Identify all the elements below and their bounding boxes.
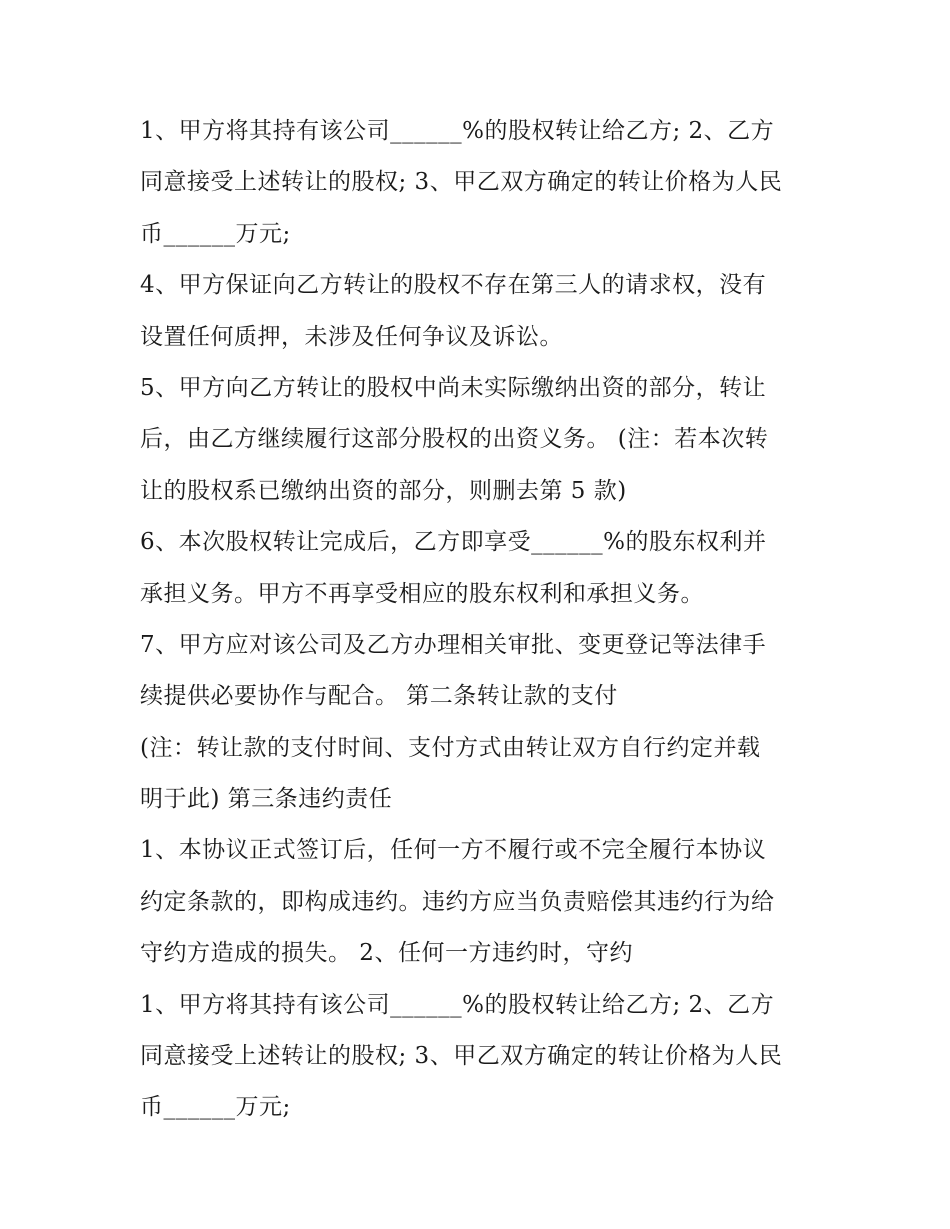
text-line: 7、甲方应对该公司及乙方办理相关审批、变更登记等法律手 [140, 631, 767, 658]
text-line: 后，由乙方继续履行这部分股权的出资义务。 (注：若本次转 [140, 426, 769, 453]
text-line: 4、甲方保证向乙方转让的股权不存在第三人的请求权，没有 [140, 272, 767, 299]
text-line: 守约方造成的损失。 2、任何一方违约时，守约 [140, 940, 633, 967]
text-line: 1、甲方将其持有该公司______%的股权转让给乙方; 2、乙方 [140, 118, 775, 144]
text-line: 5、甲方向乙方转让的股权中尚未实际缴纳出资的部分，转让 [140, 374, 767, 401]
document-body [140, 106, 820, 1134]
text-line: 6、本次股权转让完成后，乙方即享受______%的股东权利并 [140, 529, 767, 556]
text-line: 约定条款的，即构成违约。违约方应当负责赔偿其违约行为给 [140, 888, 775, 915]
text-line: 承担义务。甲方不再享受相应的股东权利和承担义务。 [140, 580, 704, 607]
text-line: 设置任何质押，未涉及任何争议及诉讼。 [140, 323, 563, 350]
text-line: 同意接受上述转让的股权; 3、甲乙双方确定的转让价格为人民 [140, 169, 783, 196]
text-line: 让的股权系已缴纳出资的部分，则删去第 5 款) [140, 477, 627, 504]
text-line: 1、本协议正式签订后，任何一方不履行或不完全履行本协议 [140, 837, 767, 864]
text-line: 同意接受上述转让的股权; 3、甲乙双方确定的转让价格为人民 [140, 1043, 783, 1070]
text-line: 币______万元; [140, 220, 291, 247]
text-line: (注：转让款的支付时间、支付方式由转让双方自行约定并载 [140, 734, 761, 761]
text-line: 币______万元; [140, 1094, 291, 1121]
text-line: 1、甲方将其持有该公司______%的股权转让给乙方; 2、乙方 [140, 991, 775, 1018]
text-line: 明于此) 第三条违约责任 [140, 786, 393, 813]
text-line: 续提供必要协作与配合。 第二条转让款的支付 [140, 683, 618, 710]
